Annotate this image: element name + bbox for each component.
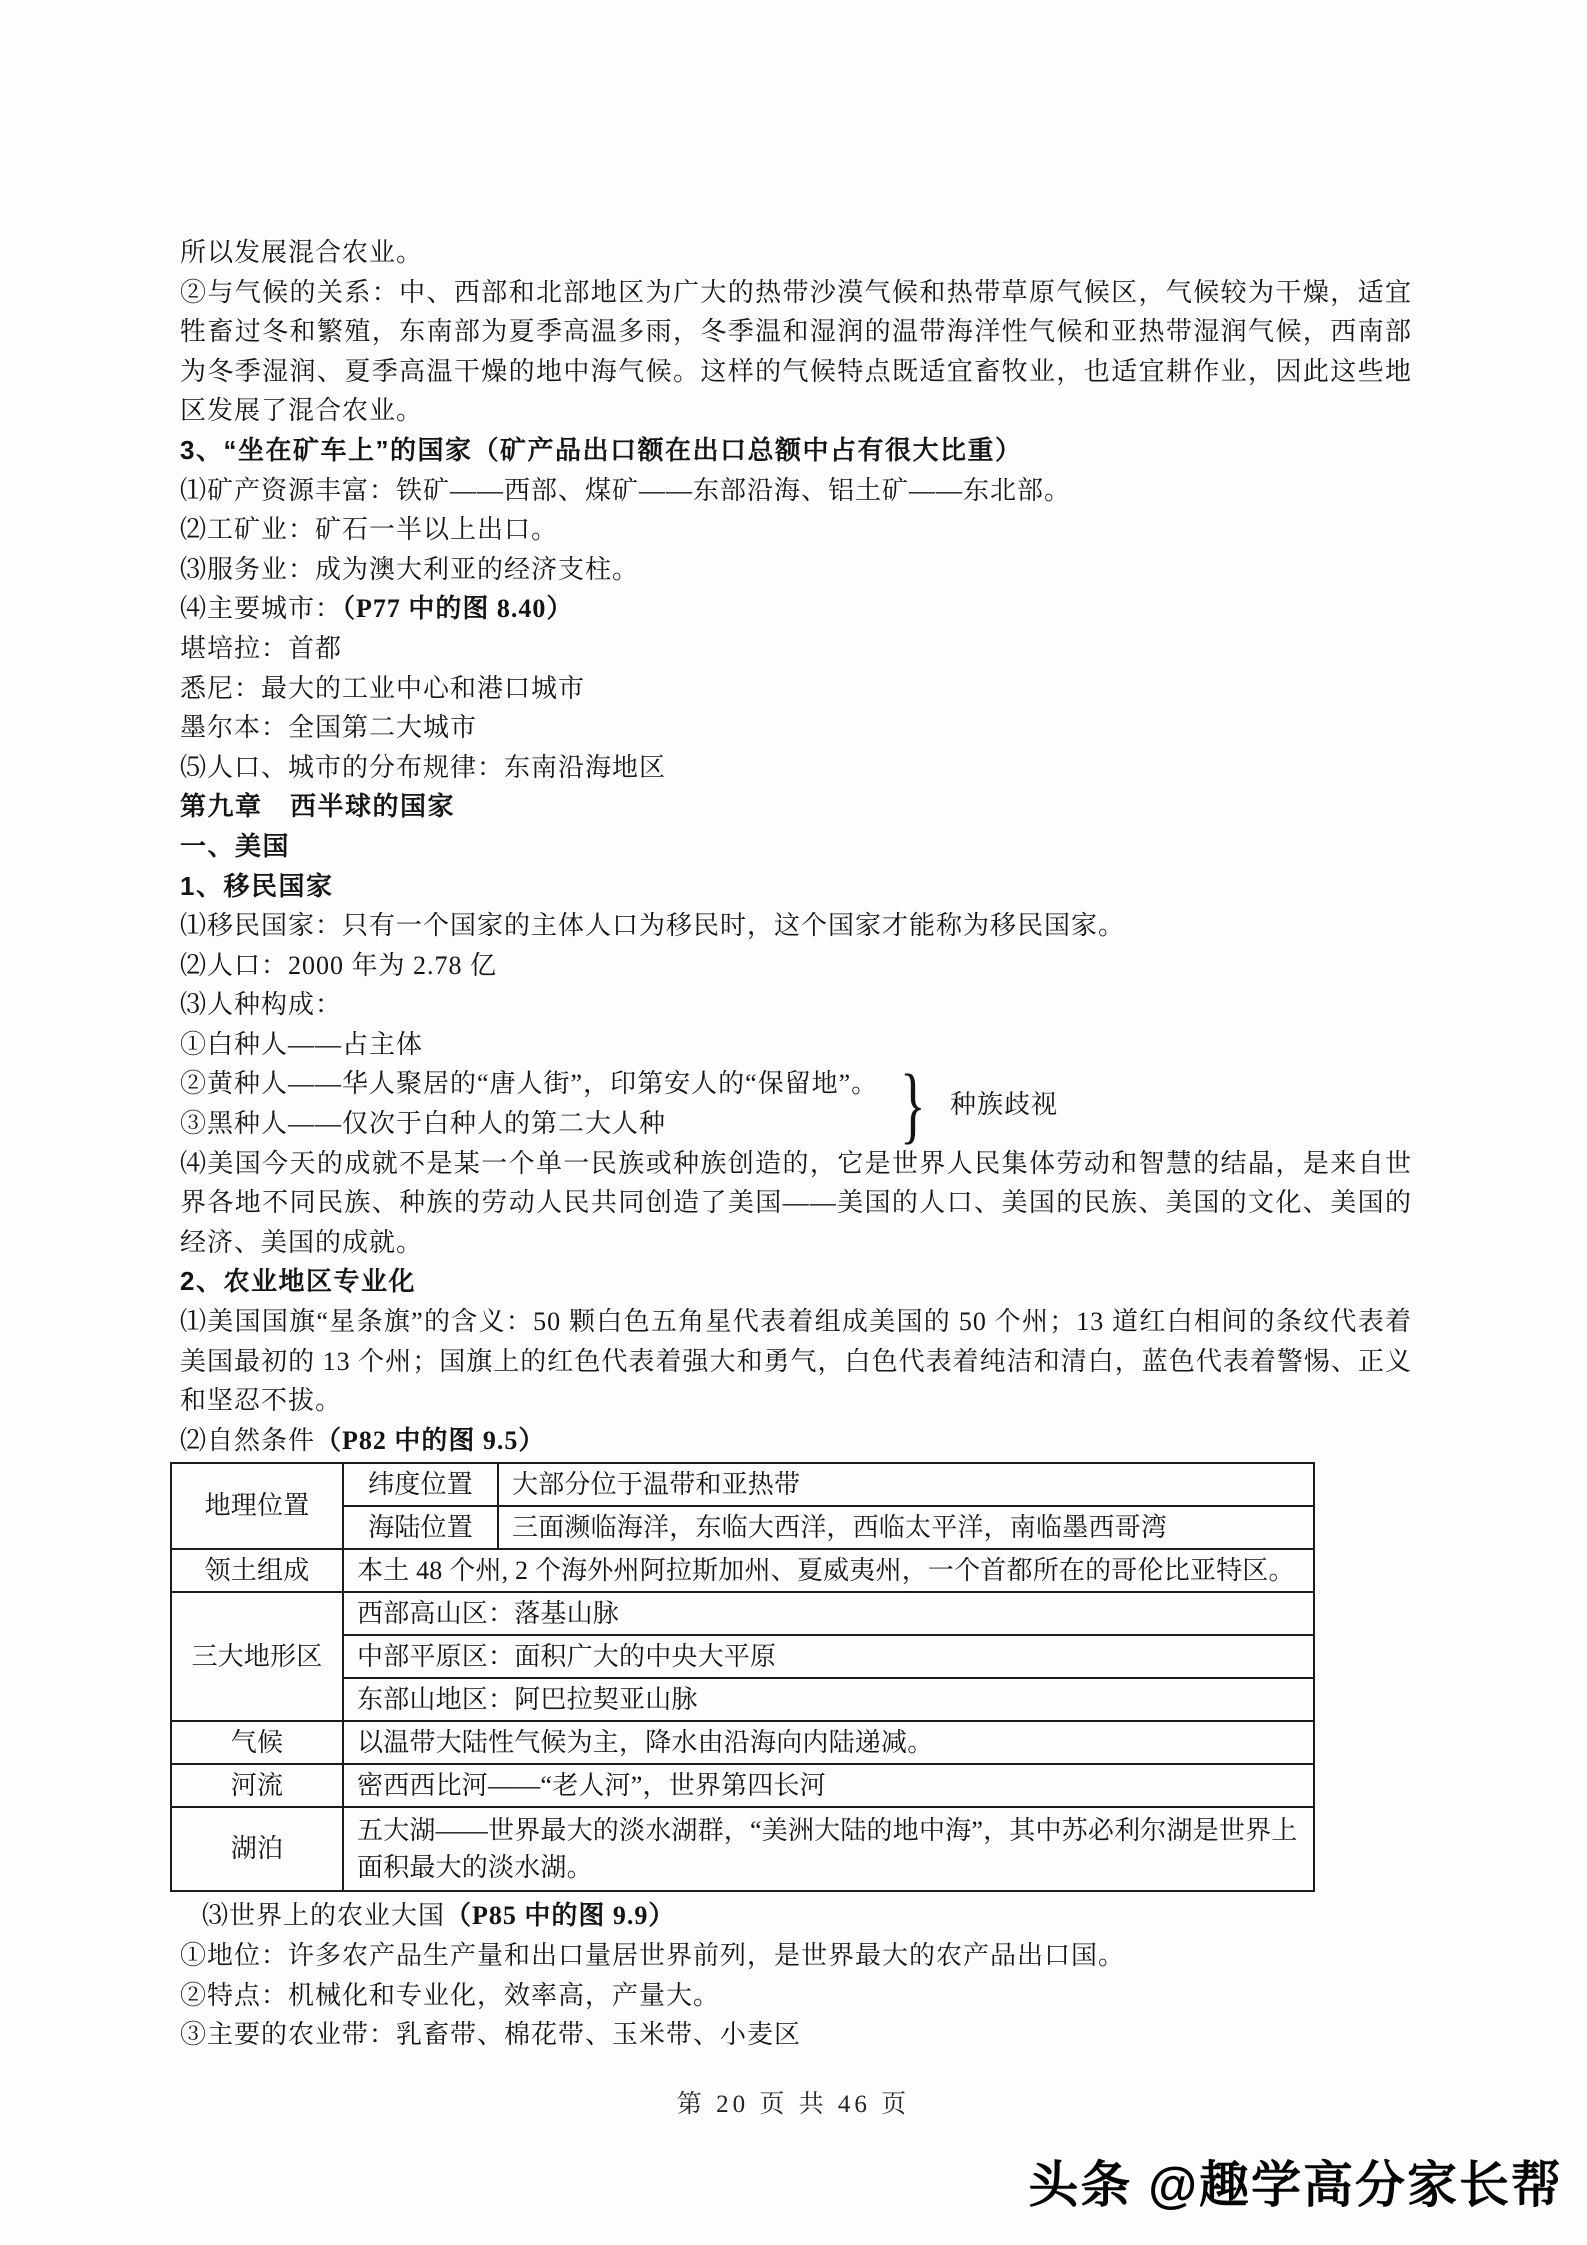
- row-label-cell: 气候: [171, 1721, 343, 1764]
- table-row: [171, 1764, 1314, 1807]
- sub-label-cell: 纬度位置: [343, 1463, 498, 1506]
- chapter-heading: [180, 787, 1412, 827]
- paragraph: [180, 550, 1412, 590]
- table-row: [171, 1592, 1314, 1635]
- content-cell: 西部高山区：落基山脉: [343, 1592, 1314, 1635]
- text-run: ⑷美国今天的成就不是某一个单一民族或种族创造的，它是世界人民集体劳动和智慧的结晶，是来自世界各地不同民族、种族的劳动人民共同创造了美国——美国的人口、美国的民族、美国的文化、美国的经济、美国的成就。: [180, 1148, 1412, 1257]
- row-label-cell: 湖泊: [171, 1807, 343, 1891]
- paragraph: [180, 906, 1412, 946]
- text-run: （P77 中的图 8.40）: [342, 594, 574, 624]
- text-run: ⑵自然条件: [180, 1425, 316, 1455]
- text-run: 1、移民国家: [180, 870, 334, 901]
- text-run: ⑸人口、城市的分布规律：东南沿海地区: [180, 752, 667, 782]
- text-run: （P82 中的图 9.5）: [315, 1425, 546, 1455]
- paragraph: [180, 1936, 1412, 1976]
- row-label-cell: 河流: [171, 1764, 343, 1807]
- paragraph: [180, 2015, 1412, 2055]
- text-run: ⑴矿产资源丰富：铁矿——西部、煤矿——东部沿海、铝土矿——东北部。: [180, 475, 1072, 505]
- text-run: 3、“坐在矿车上”的国家（矿产品出口额在出口总额中占有很大比重）: [180, 434, 1023, 465]
- text-run: 一、美国: [180, 830, 291, 861]
- table-row: [171, 1807, 1314, 1891]
- content-cell: 三面濒临海洋，东临大西洋，西临太平洋，南临墨西哥湾: [498, 1506, 1314, 1549]
- text-run: 墨尔本：全国第二大城市: [180, 713, 478, 743]
- content-cell: 大部分位于温带和亚热带: [498, 1463, 1314, 1506]
- paragraph: [180, 669, 1412, 709]
- row-label-cell: 三大地形区: [171, 1592, 343, 1721]
- list-item: ②黄种人——华人聚居的“唐人街”，印第安人的“保留地”。: [180, 1069, 879, 1099]
- document-body: [180, 233, 1412, 2055]
- text-run: 悉尼：最大的工业中心和港口城市: [180, 673, 586, 703]
- text-run: 第九章 西半球的国家: [180, 791, 456, 822]
- sub-label-cell: 海陆位置: [343, 1506, 498, 1549]
- paragraph: [180, 708, 1412, 748]
- paragraph: [180, 273, 1412, 431]
- row-label-cell: 领土组成: [171, 1549, 343, 1592]
- race-composition-diagram: [180, 1025, 1412, 1152]
- text-run: ⑴美国国旗“星条旗”的含义：50 颗白色五角星代表着组成美国的 50 个州；13 道红白相间的条纹代表着美国最初的 13 个州；国旗上的红色代表着强大和勇气，白色代表着纯洁和清白，蓝色代表着警惕、正义和坚忍不拔。: [180, 1307, 1412, 1416]
- brace-label: 种族歧视: [950, 1089, 1059, 1119]
- text-run: （P85 中的图 9.9）: [445, 1901, 676, 1931]
- section-heading-immigrant-country: [180, 867, 1412, 907]
- content-cell: 五大湖——世界最大的淡水湖群，“美洲大陆的地中海”，其中苏必利尔湖是世界上面积最大的淡水湖。: [343, 1807, 1314, 1891]
- text-run: ②与气候的关系：中、西部和北部地区为广大的热带沙漠气候和热带草原气候区，气候较为干燥，适宜牲畜过冬和繁殖，东南部为夏季高温多雨，冬季温和湿润的温带海洋性气候和亚热带湿润气候，西南部为冬季湿润、夏季高温干燥的地中海气候。这样的气候特点既适宜畜牧业，也适宜耕作业，因此这些地区发展了混合农业。: [180, 277, 1412, 426]
- paragraph: [180, 1976, 1412, 2016]
- row-label-cell: 地理位置: [171, 1463, 343, 1549]
- text-run: ⑴移民国家：只有一个国家的主体人口为移民时，这个国家才能称为移民国家。: [180, 911, 1126, 941]
- paragraph: [180, 1144, 1412, 1263]
- paragraph: [180, 985, 1412, 1025]
- paragraph: [180, 233, 1412, 273]
- text-run: ⑷主要城市：: [180, 594, 343, 624]
- list-item: ①白种人——占主体: [180, 1029, 424, 1059]
- text-run: ⑶世界上的农业大国: [202, 1901, 446, 1931]
- table-row: [171, 1506, 1314, 1549]
- section-heading-usa: [180, 827, 1412, 867]
- paragraph: [180, 510, 1412, 550]
- table-row: [171, 1463, 1314, 1506]
- paragraph: [180, 629, 1412, 669]
- watermark: 头条 @趣学高分家长帮: [1028, 2157, 1563, 2213]
- paragraph: [180, 1421, 1412, 1461]
- paragraph: [180, 946, 1412, 986]
- list-item: ③黑种人——仅次于白种人的第二大人种: [180, 1109, 667, 1139]
- content-cell: 中部平原区：面积广大的中央大平原: [343, 1635, 1314, 1678]
- paragraph: [180, 1302, 1412, 1421]
- text-run: ⑵工矿业：矿石一半以上出口。: [180, 515, 559, 545]
- curly-brace-icon: }: [900, 1055, 927, 1152]
- text-run: ⑶服务业：成为澳大利亚的经济支柱。: [180, 554, 640, 584]
- text-run: 堪培拉：首都: [180, 633, 343, 663]
- table-row: [171, 1721, 1314, 1764]
- text-run: 所以发展混合农业。: [180, 238, 424, 267]
- text-run: 2、农业地区专业化: [180, 1266, 416, 1297]
- text-run: ⑵人口：2000 年为 2.78 亿: [180, 950, 498, 980]
- text-run: ①地位：许多农产品生产量和出口量居世界前列，是世界最大的农产品出口国。: [180, 1941, 1126, 1970]
- content-cell: 以温带大陆性气候为主，降水由沿海向内陆递减。: [343, 1721, 1314, 1764]
- section-heading-agriculture: [180, 1262, 1412, 1302]
- paragraph: [180, 1896, 1412, 1936]
- table-row: [171, 1549, 1314, 1592]
- content-cell: 密西西比河——“老人河”，世界第四长河: [343, 1764, 1314, 1807]
- paragraph: [180, 471, 1412, 511]
- table-row: [171, 1678, 1314, 1721]
- text-run: ⑶人种构成：: [180, 990, 343, 1020]
- page-footer: 第 20 页 共 46 页: [676, 2091, 911, 2118]
- text-run: ②特点：机械化和专业化，效率高，产量大。: [180, 1980, 721, 2010]
- text-run: ③主要的农业带：乳畜带、棉花带、玉米带、小麦区: [180, 2020, 802, 2050]
- us-natural-conditions-table: [170, 1462, 1315, 1892]
- paragraph: [180, 748, 1412, 788]
- paragraph: [180, 589, 1412, 629]
- table-row: [171, 1635, 1314, 1678]
- content-cell: 东部山地区：阿巴拉契亚山脉: [343, 1678, 1314, 1721]
- content-cell: 本土 48 个州, 2 个海外州阿拉斯加州、夏威夷州，一个首都所在的哥伦比亚特区。: [343, 1549, 1314, 1592]
- section-heading-mining-country: [180, 431, 1412, 471]
